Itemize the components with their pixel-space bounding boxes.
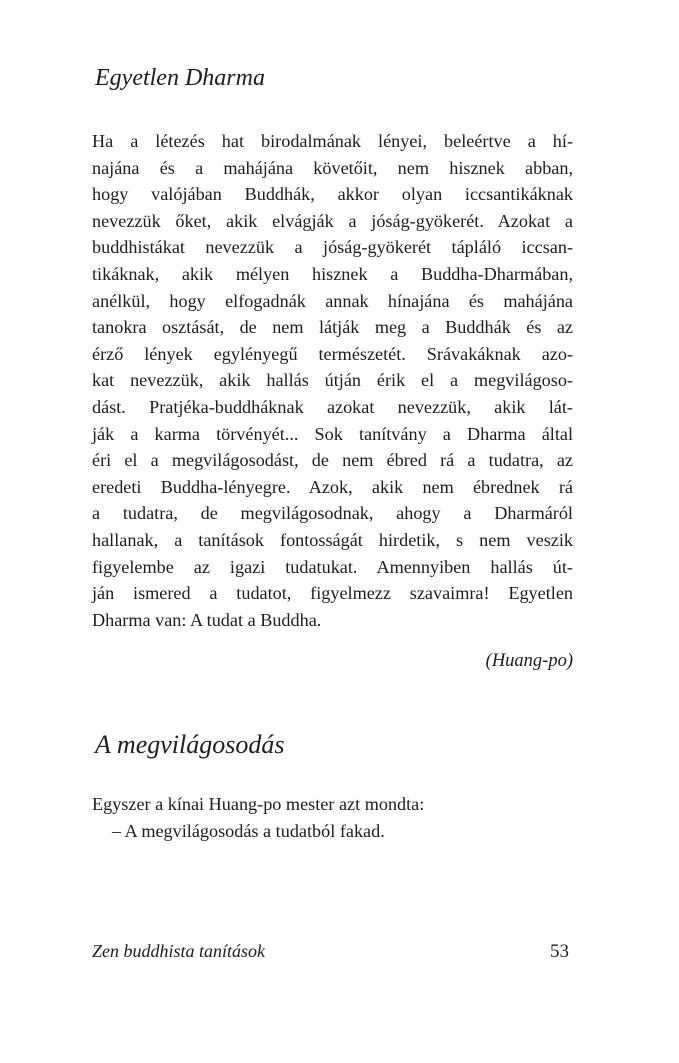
section-title: Egyetlen Dharma	[95, 65, 265, 91]
paragraph-line: a tudatra, de megvilágosodnak, ahogy a Dharmáról	[92, 503, 573, 524]
paragraph-line: anélkül, hogy elfogadnák annak hínajána és mahájána	[92, 290, 573, 311]
page-number: 53	[550, 941, 569, 962]
paragraph-line: érző lények egylényegű természetét. Srávakáknak azo-	[92, 343, 573, 364]
paragraph-line: ják a karma törvényét... Sok tanítvány a Dharma által	[92, 423, 573, 444]
paragraph-line: Egyszer a kínai Huang-po mester azt mondta:	[92, 794, 425, 814]
paragraph-line: buddhistákat nevezzük a jóság-gyökerét tápláló iccsan-	[92, 237, 573, 258]
paragraph-line: Dharma van: A tudat a Buddha.	[92, 609, 322, 630]
paragraph-line: ján ismered a tudatot, figyelmezz szavaimra! Egyetlen	[92, 583, 573, 604]
paragraph-line: Ha a létezés hat birodalmának lényei, beleértve a hí-	[92, 131, 573, 151]
paragraph-line: kat nevezzük, akik hallás útján érik el a megvilágoso-	[92, 370, 573, 391]
running-footer-title: Zen buddhista tanítások	[92, 941, 266, 961]
paragraph-line: tanokra osztását, de nem látják meg a Buddhák és az	[92, 317, 573, 338]
paragraph-line: tikáknak, akik mélyen hisznek a Buddha-Dharmában,	[92, 263, 573, 284]
paragraph-line: nevezzük őket, akik elvágják a jóság-gyökerét. Azokat a	[92, 210, 573, 231]
section-paragraph	[92, 128, 573, 633]
quote-attribution: (Huang-po)	[485, 651, 573, 671]
paragraph-line: hallanak, a tanítások fontosságát hirdetik, s nem veszik	[92, 529, 573, 550]
paragraph-line: hogy valójában Buddhák, akkor olyan iccsantikáknak	[92, 184, 573, 205]
paragraph-line: figyelembe az igazi tudatukat. Amennyiben hallás út-	[92, 556, 573, 577]
paragraph-line: éri el a megvilágosodást, de nem ébred rá a tudatra, az	[92, 450, 573, 471]
section-title: A megvilágosodás	[95, 730, 285, 759]
paragraph-line: eredeti Buddha-lényegre. Azok, akik nem ébrednek rá	[92, 476, 573, 497]
paragraph-line: najána és a mahájána követőit, nem hisznek abban,	[92, 157, 573, 178]
paragraph-line: – A megvilágosodás a tudatból fakad.	[112, 821, 385, 841]
paragraph-line: dást. Pratjéka-buddháknak azokat nevezzük, akik lát-	[92, 396, 573, 417]
